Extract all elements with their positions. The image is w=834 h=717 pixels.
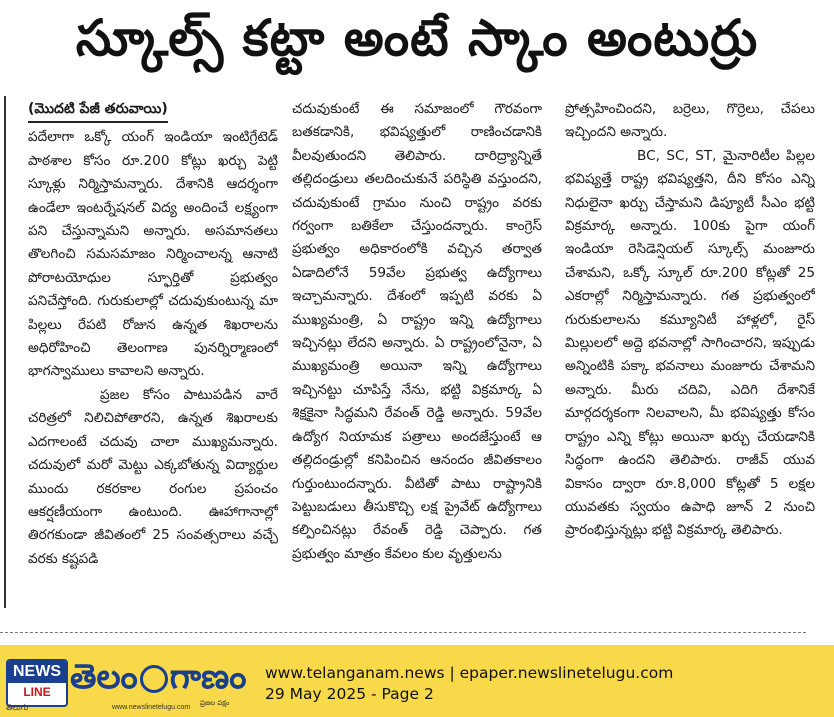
article-column-1 (28, 98, 278, 613)
masthead-emblem-icon (140, 665, 168, 693)
logo-line-text: LINE (23, 685, 51, 699)
edition-date: 29 May 2025 - Page 2 (265, 685, 434, 703)
article-paragraph: ప్రజల కోసం పాటుపడిన వారే చరిత్రలో నిలిచిపోతారని, ఉన్నత శిఖరాలకు ఎదగాలంటే చదువు చాలా ముఖ్యమన్నారు. చదువులో మరో మెట్టు ఎక్కబోతున్న విద్యార్థుల ముందు రకరకాల రంగుల ప్రపంచం ఆకర్షణీయంగా ఉంటుంది. ఊహాగానాల్లో తిరగకుండా జీవితంలో 25 సంవత్సరాలు వచ్చే వరకు కష్టపడి (28, 386, 278, 567)
logo-website: www.newslinetelugu.com (112, 704, 191, 711)
article-paragraph: BC, SC, ST, మైనారిటీల పిల్లల భవిష్యత్తే రాష్ట్ర భవిష్యత్తని, దీని కోసం ఎన్ని నిధులైనా ఖర్చు చేస్తామని డిప్యూటీ సీఎం భట్టి విక్రమార్క అన్నారు. 100కు పైగా యంగ్ ఇండియా రెసిడెన్షియల్ స్కూల్స్ మంజూరు చేశామని, ఒక్కో స్కూల్ రూ.200 కోట్లతో 25 ఎకరాల్లో నిర్మిస్తామన్నారు. గత ప్రభుత్వంలో గురుకులాలను కమ్యూనిటీ హాళ్లలో, రైస్ మిల్లులలో అద్దె భవనాల్లో సాగించారని, ఇప్పుడు అన్నింటికి పక్కా భవనాలు మంజూరు చేశామని అన్నారు. మీరు చదివి, ఎదిగి దేశానికే మార్గదర్శకంగా నిలవాలని, మీ భవిష్యత్తు కోసం రాష్ట్రం ఎన్ని కోట్లు అయినా ఖర్చు చేయడానికి సిద్ధంగా ఉందని తెలిపారు. రాజీవ్ యువ వికాసం ద్వారా రూ.8,000 కోట్లతో 5 లక్షల యువతకు స్వయం ఉపాధి జూన్ 2 నుంచి ప్రారంభిస్తున్నట్లు భట్టి విక్రమార్క తెలిపారు. (565, 147, 815, 539)
continuation-kicker: (మొదటి పేజీ తరువాయి) (28, 98, 168, 123)
logo-news-text: NEWS (8, 661, 66, 683)
footer-bar (0, 645, 834, 717)
column-rule (4, 96, 6, 608)
masthead-logo (70, 655, 246, 699)
website-links[interactable]: www.telanganam.news | epaper.newslinetelugu.com (265, 664, 674, 682)
masthead-tagline: ప్రజల పక్షం (200, 699, 230, 707)
article-paragraph: చదువుకుంటే ఈ సమాజంలో గౌరవంగా బతకడానికి, భవిష్యత్తులో రాణించడానికి వీలవుతుందని తెలిపారు. దారిద్ర్యాన్నితే తల్లిదండ్రులు తలదించుకునే పరిస్థితి వస్తుందని, చదువుకుంటే గ్రామం నుంచి రాష్ట్రం వరకు గర్వంగా బతికేలా చేస్తుందన్నారు. కాంగ్రెస్ ప్రభుత్వం అధికారంలోకి వచ్చిన తర్వాత ఏడాదిలోనే 59వేల ప్రభుత్వ ఉద్యోగాలు ఇచ్చామన్నారు. దేశంలో ఇప్పటి వరకు ఏ ముఖ్యమంత్రి, ఏ రాష్ట్రం ఇన్ని ఉద్యోగాలు ఇచ్చినట్లు లేదని అన్నారు. ఏ రాష్ట్రంలోనైనా, ఏ ముఖ్యమంత్రి అయినా ఇన్ని ఉద్యోగాలు ఇచ్చినట్టు చూపిస్తే నేను, భట్టి విక్రమార్క ఏ శిక్షకైనా సిద్ధమని రేవంత్ రెడ్డి అన్నారు. 59వేల ఉద్యోగ నియామక పత్రాలు అందజేస్తుంటే ఆ తల్లిదండ్రుల్లో కనిపించిన ఆనందం జీవితకాలం గుర్తుంటుందన్నారు. వీటితో పాటు రాష్ట్రానికి పెట్టుబడులు తీసుకొచ్చి లక్ష ప్రైవేట్ ఉద్యోగాలు కల్పించినట్లు రేవంత్ రెడ్డి చెప్పారు. గత ప్రభుత్వం మాత్రం కేవలం కుల వృత్తులను (292, 101, 542, 562)
headline: స్కూల్స్ కట్టా అంటే స్కాం అంటుర్రు (75, 8, 759, 67)
article-column-3 (565, 98, 815, 613)
article-paragraph: ప్రోత్సహించిందని, బర్రెలు, గొర్రెలు, చేపలు ఇచ్చిందని అన్నారు. (565, 101, 815, 141)
masthead-part-1: తెలం (70, 657, 138, 697)
page-divider (0, 632, 806, 633)
article-column-2 (292, 98, 542, 613)
article-paragraph: పదేలాగా ఒక్కో యంగ్ ఇండియా ఇంటిగ్రేటెడ్ పాఠశాల కోసం రూ.200 కోట్లు ఖర్చు పెట్టి స్కూళ్లు నిర్మిస్తామన్నారు. దేశానికి ఆదర్శంగా ఉండేలా ఇంటర్నేషనల్ విద్య అందించే లక్ష్యంగా పని చేస్తున్నామని అన్నారు. అసమానతలు తొలగించి సమసమాజం నిర్మించాలన్న ఆనాటి పోరాటయోధుల స్ఫూర్తితో ప్రభుత్వం పనిచేస్తోంది. గురుకులాల్లో చదువుకుంటున్న మా పిల్లలు రేపటి రోజున ఉన్నత శిఖరాలను అధిరోహించి తెలంగాణ పునర్నిర్మాణంలో భాగస్వాములు కావాలని అన్నారు. (28, 129, 278, 380)
logo-subtitle: తెలుగు (6, 703, 29, 712)
newsline-logo (6, 659, 68, 707)
masthead-part-2: గాణం (169, 657, 247, 697)
